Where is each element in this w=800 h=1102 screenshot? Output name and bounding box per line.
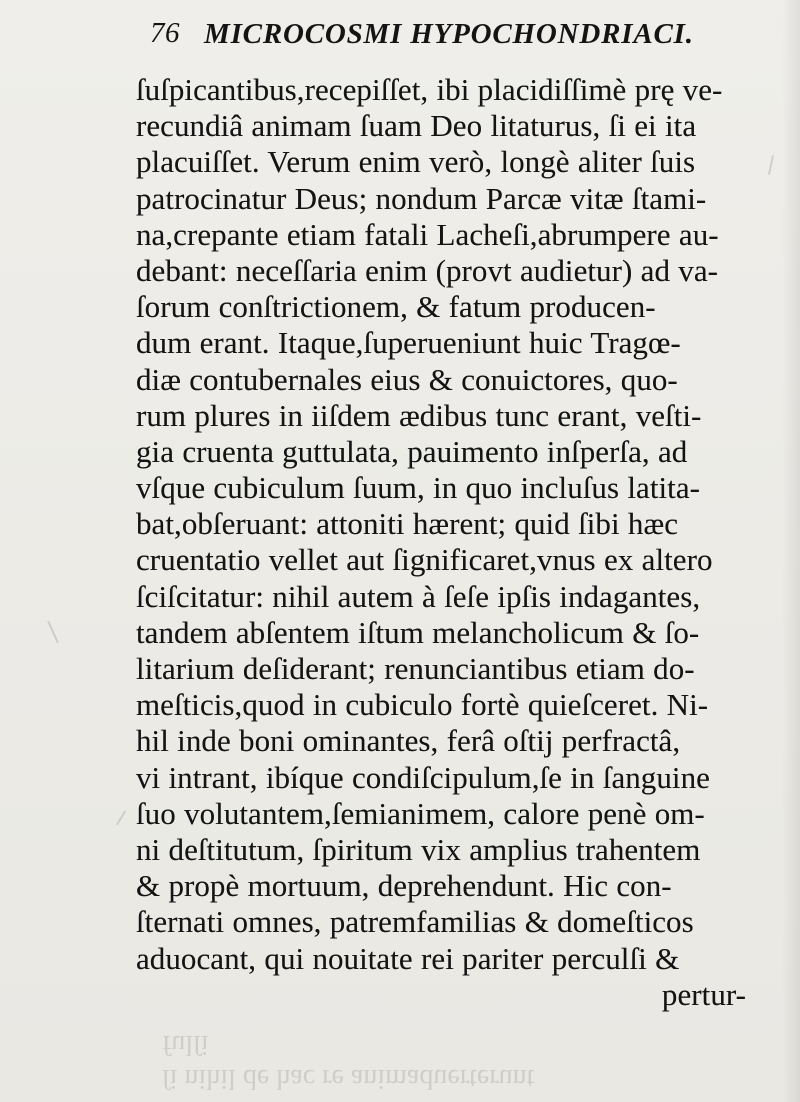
text-line: ni deſtitutum, ſpiritum vix amplius trahentem (136, 831, 701, 867)
text-line: diæ contubernales eius & conuictores, quo- (136, 361, 678, 397)
text-line: tandem abſentem iſtum melancholicum & ſo- (136, 614, 700, 650)
text-line: litarium deſiderant; renunciantibus etiam do- (136, 651, 695, 686)
page-number: 76 (150, 17, 180, 49)
text-line: ſciſcitatur: nihil autem à ſeſe ipſis indagantes, (136, 578, 701, 614)
bleed-through-line: ſi nihil de hac re animaduerterunt (162, 1063, 535, 1094)
text-line: aduocant, qui nouitate rei pariter perculſi & (136, 940, 680, 976)
running-head: MICROCOSMI HYPOCHONDRIACI. (204, 18, 694, 50)
text-line: ſorum conſtrictionem, & fatum producen- (136, 289, 656, 325)
paper-mark (768, 155, 774, 175)
text-line: patrocinatur Deus; nondum Parcæ vitæ ſtami- (136, 180, 707, 216)
text-line: rum plures in iiſdem ædibus tunc erant, veſti- (136, 397, 702, 433)
text-line: na,crepante etiam fatali Lacheſi,abrumpere au- (136, 216, 719, 252)
text-line: ſuo volutantem,ſemianimem, calore penè om- (136, 795, 705, 831)
text-line: vſque cubiculum ſuum, in quo incluſus latita- (136, 470, 701, 506)
text-line: bat,obſeruant: attoniti hærent; quid ſibi hæc (136, 506, 678, 542)
paper-mark (116, 811, 126, 826)
text-line: recundiâ animam ſuam Deo litaturus, ſi ei ita (136, 108, 697, 144)
main-text-block (136, 72, 764, 1013)
text-line: cruentatio vellet aut ſignificaret,vnus ex altero (136, 542, 713, 578)
page-header (150, 18, 742, 56)
text-line: ſuſpicantibus,recepiſſet, ibi placidiſſimè prę ve- (136, 72, 723, 107)
text-line: dum erant. Itaque,ſuperueniunt huic Tragœ- (136, 325, 681, 361)
paper-mark (47, 621, 59, 644)
bleed-through-line: fulſi (162, 1029, 209, 1060)
text-line: ſternati omnes, patremfamilias & domeſticos (136, 904, 694, 940)
text-line: gia cruenta guttulata, pauimento inſperſa, ad (136, 433, 688, 469)
catchword: pertur- (661, 976, 746, 1012)
text-line: meſticis,quod in cubiculo fortè quieſceret. Ni- (136, 687, 709, 723)
text-line: placuiſſet. Verum enim verò, longè aliter ſuis (136, 144, 696, 180)
bleed-through-text (162, 1025, 592, 1095)
text-line: debant: neceſſaria enim (provt audietur) ad va- (136, 252, 719, 288)
text-line: & propè mortuum, deprehendunt. Hic con- (136, 868, 672, 904)
text-line: vi intrant, ibíque condiſcipulum,ſe in ſanguine (136, 759, 710, 795)
text-line: hil inde boni ominantes, ferâ oſtij perfractâ, (136, 723, 681, 759)
